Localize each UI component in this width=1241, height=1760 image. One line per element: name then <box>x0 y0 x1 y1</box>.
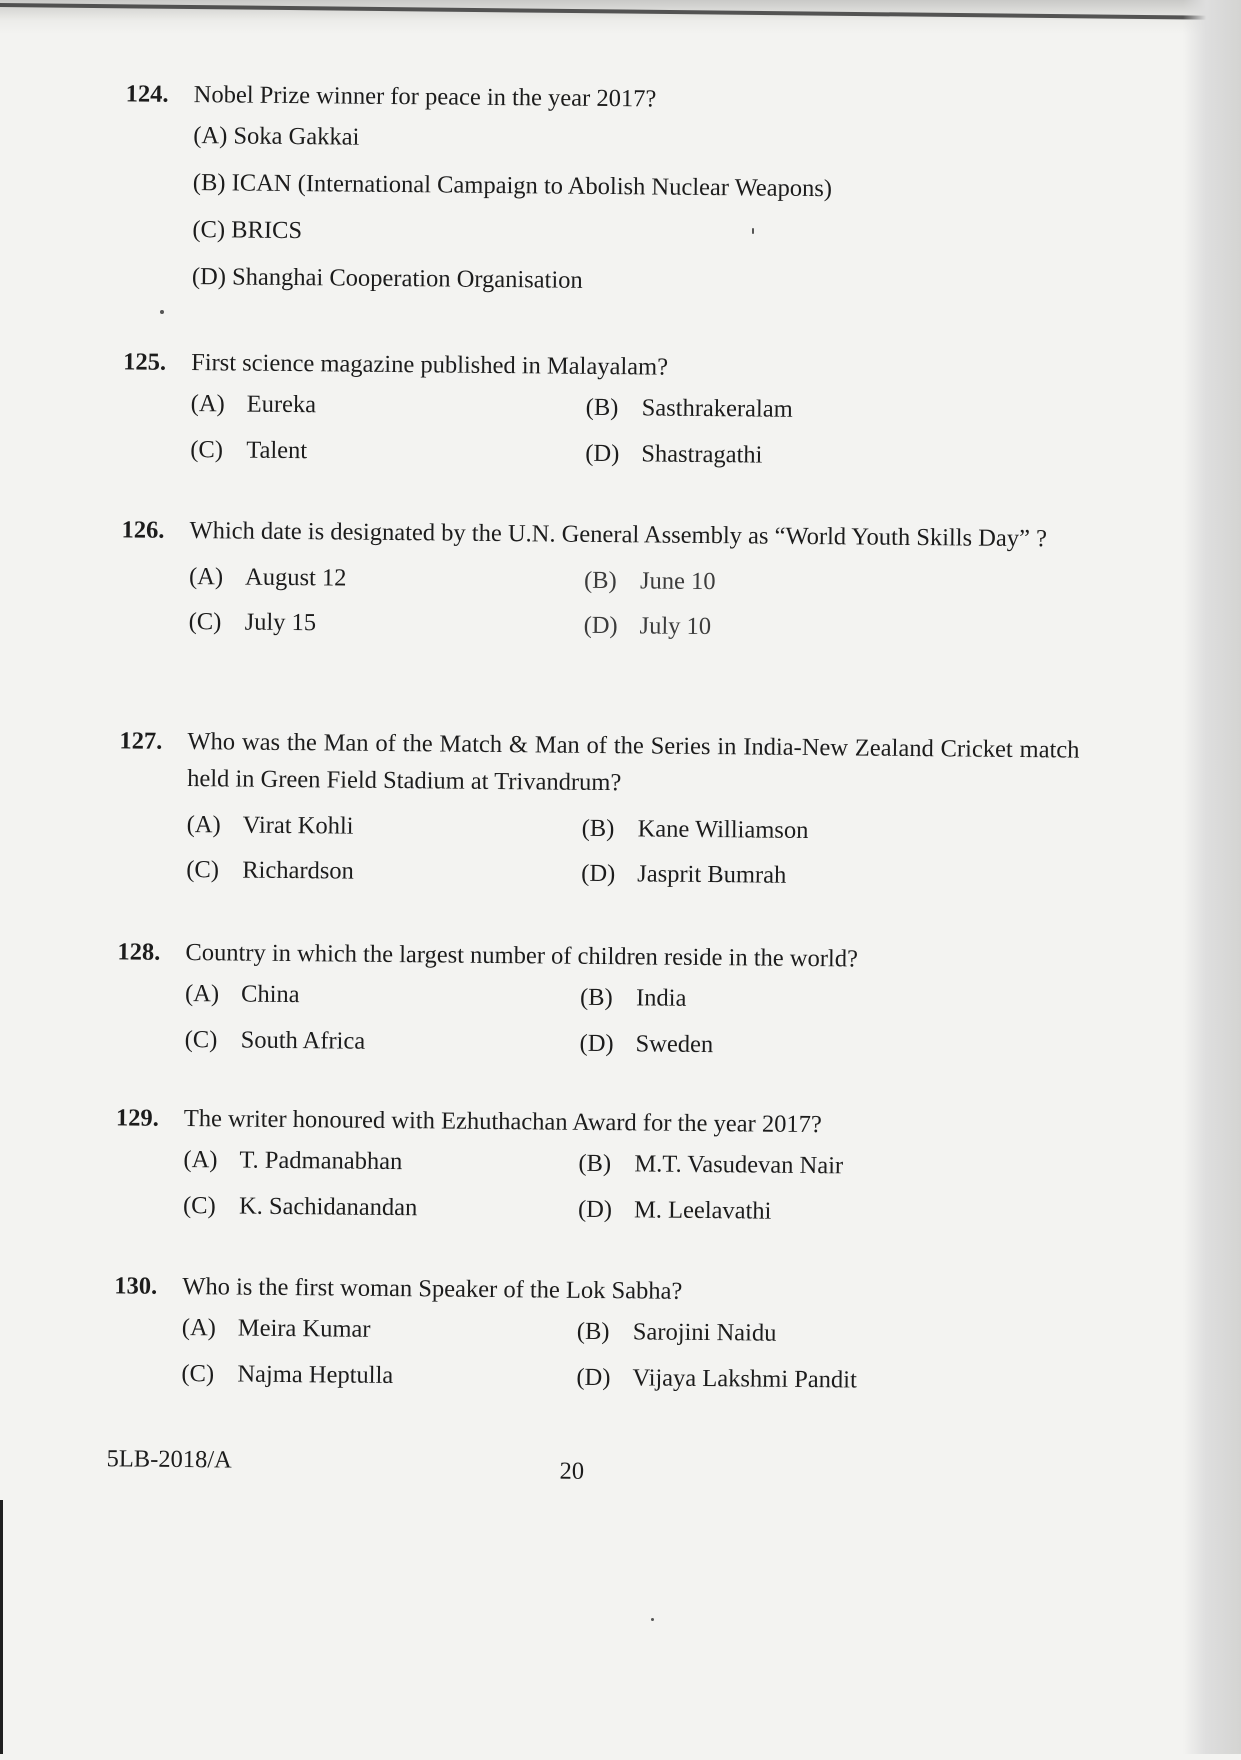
option-text: M.T. Vasudevan Nair <box>634 1150 844 1180</box>
option-text: July 15 <box>244 608 317 637</box>
options-grid <box>185 979 1078 1062</box>
option-label: (A) <box>188 563 224 591</box>
option-text: Najma Heptulla <box>237 1360 394 1389</box>
option-text: July 10 <box>639 612 712 641</box>
option-a <box>182 1313 577 1346</box>
question-124 <box>124 79 1086 318</box>
option-label: (D) <box>576 1363 611 1391</box>
option-c <box>190 435 585 468</box>
option-d <box>583 611 1003 644</box>
option-label: (B) <box>583 566 617 595</box>
option-a <box>187 810 582 843</box>
option-b <box>582 813 1002 846</box>
option-c <box>189 607 584 640</box>
scan-speck <box>752 228 754 234</box>
option-d <box>578 1195 998 1228</box>
option-text: ICAN (International Campaign to Abolish Nuclear Weapons) <box>231 169 833 203</box>
option-a <box>189 562 584 595</box>
option-c <box>183 1191 578 1224</box>
option-a <box>193 121 1085 177</box>
question-text: Country in which the largest number of children reside in the world? <box>185 939 859 973</box>
option-label: (C) <box>182 1191 216 1220</box>
option-c <box>181 1359 576 1392</box>
option-d <box>579 1029 999 1062</box>
option-label: (C) <box>190 435 224 464</box>
option-b <box>193 168 1085 224</box>
option-text: Sasthrakeralam <box>641 394 793 424</box>
option-label: (C) <box>188 608 222 636</box>
question-text: First science magazine published in Malayalam? <box>191 349 669 381</box>
paper-code: 5LB-2018/A <box>106 1445 232 1474</box>
question-number: 127. <box>119 727 163 755</box>
options-grid <box>190 389 1083 472</box>
question-text: Nobel Prize winner for peace in the year 2017? <box>193 81 657 113</box>
question-text: Who was the Man of the Match & Man of the Series in India-New Zealand Cricket match held in Green Field Stadium at Trivandrum? <box>187 728 1080 796</box>
option-label: (A) <box>190 390 225 418</box>
option-a <box>183 1145 578 1178</box>
scan-speck <box>160 310 164 314</box>
options-grid <box>189 562 1082 645</box>
option-label: (C) <box>184 1025 218 1054</box>
option-text: Virat Kohli <box>242 811 354 840</box>
question-number: 124. <box>125 80 169 108</box>
options-grid <box>183 1145 1076 1228</box>
option-b <box>586 393 1006 426</box>
question-128 <box>117 937 1078 1062</box>
option-text: Eureka <box>246 390 317 419</box>
question-129 <box>115 1103 1076 1228</box>
option-label: (A) <box>186 810 221 838</box>
option-label: (D) <box>577 1195 613 1223</box>
option-label: (D) <box>581 859 616 888</box>
option-text: Sweden <box>635 1030 714 1058</box>
option-c <box>185 1025 580 1058</box>
option-text: Sarojini Naidu <box>632 1318 777 1348</box>
question-number: 126. <box>121 516 165 544</box>
question-130 <box>113 1271 1074 1396</box>
option-label: (C) <box>186 855 220 884</box>
question-text: Who is the first woman Speaker of the Lok Sabha? <box>182 1273 683 1305</box>
question-number: 125. <box>123 348 167 376</box>
option-text: China <box>240 980 300 1009</box>
option-label: (B) <box>581 814 615 842</box>
option-d <box>585 439 1005 472</box>
option-label: (B) <box>576 1318 610 1346</box>
question-125 <box>122 347 1083 472</box>
option-text: Meira Kumar <box>237 1314 371 1344</box>
option-text: Talent <box>246 436 308 464</box>
option-text: Shanghai Cooperation Organisation <box>231 263 583 295</box>
option-text: Richardson <box>242 856 354 885</box>
option-text: M. Leelavathi <box>633 1196 772 1225</box>
option-d <box>576 1363 996 1396</box>
option-label: (D) <box>585 439 620 467</box>
option-a <box>191 389 586 422</box>
option-d <box>192 262 1084 318</box>
option-b <box>580 983 1000 1016</box>
question-text: Which date is designated by the U.N. General Assembly as “World Youth Skills Day” ? <box>189 517 1048 553</box>
option-label: (A) <box>184 980 220 1008</box>
option-label: (D) <box>583 612 618 640</box>
option-label: (A) <box>193 122 228 150</box>
option-label: (B) <box>585 394 619 422</box>
option-a <box>185 979 580 1012</box>
option-label: (C) <box>192 216 226 244</box>
option-text: South Africa <box>240 1026 366 1055</box>
option-text: Soka Gakkai <box>233 122 360 152</box>
option-label: (A) <box>183 1146 218 1174</box>
option-text: June 10 <box>639 567 716 596</box>
question-126 <box>121 511 1082 645</box>
question-127 <box>118 723 1079 892</box>
option-label: (C) <box>181 1359 215 1388</box>
option-b <box>584 566 1004 599</box>
option-text: K. Sachidanandan <box>238 1192 418 1222</box>
option-text: India <box>635 984 687 1013</box>
option-b <box>578 1149 998 1182</box>
option-b <box>577 1317 997 1350</box>
question-number: 129. <box>115 1104 159 1132</box>
option-label: (D) <box>191 263 227 291</box>
option-label: (B) <box>578 1150 612 1178</box>
options-grid <box>186 810 1079 893</box>
question-text: The writer honoured with Ezhuthachan Award for the year 2017? <box>183 1105 822 1139</box>
option-text: Shastragathi <box>641 440 763 469</box>
option-text: Vijaya Lakshmi Pandit <box>632 1364 857 1394</box>
question-number: 130. <box>114 1272 158 1300</box>
scan-speck <box>651 1618 654 1621</box>
option-d <box>581 859 1001 892</box>
option-text: Jasprit Bumrah <box>637 860 787 889</box>
option-text: T. Padmanabhan <box>239 1146 403 1176</box>
option-label: (A) <box>181 1314 217 1342</box>
option-text: August 12 <box>244 563 347 592</box>
option-label: (B) <box>192 169 226 197</box>
option-text: BRICS <box>231 216 303 245</box>
option-label: (D) <box>579 1029 614 1057</box>
option-label: (B) <box>579 984 613 1012</box>
option-c <box>192 215 1084 271</box>
page-number: 20 <box>559 1457 585 1485</box>
option-c <box>186 855 581 888</box>
question-number: 128. <box>117 938 161 966</box>
options-list <box>192 121 1086 318</box>
options-grid <box>181 1313 1074 1396</box>
option-text: Kane Williamson <box>637 814 809 844</box>
